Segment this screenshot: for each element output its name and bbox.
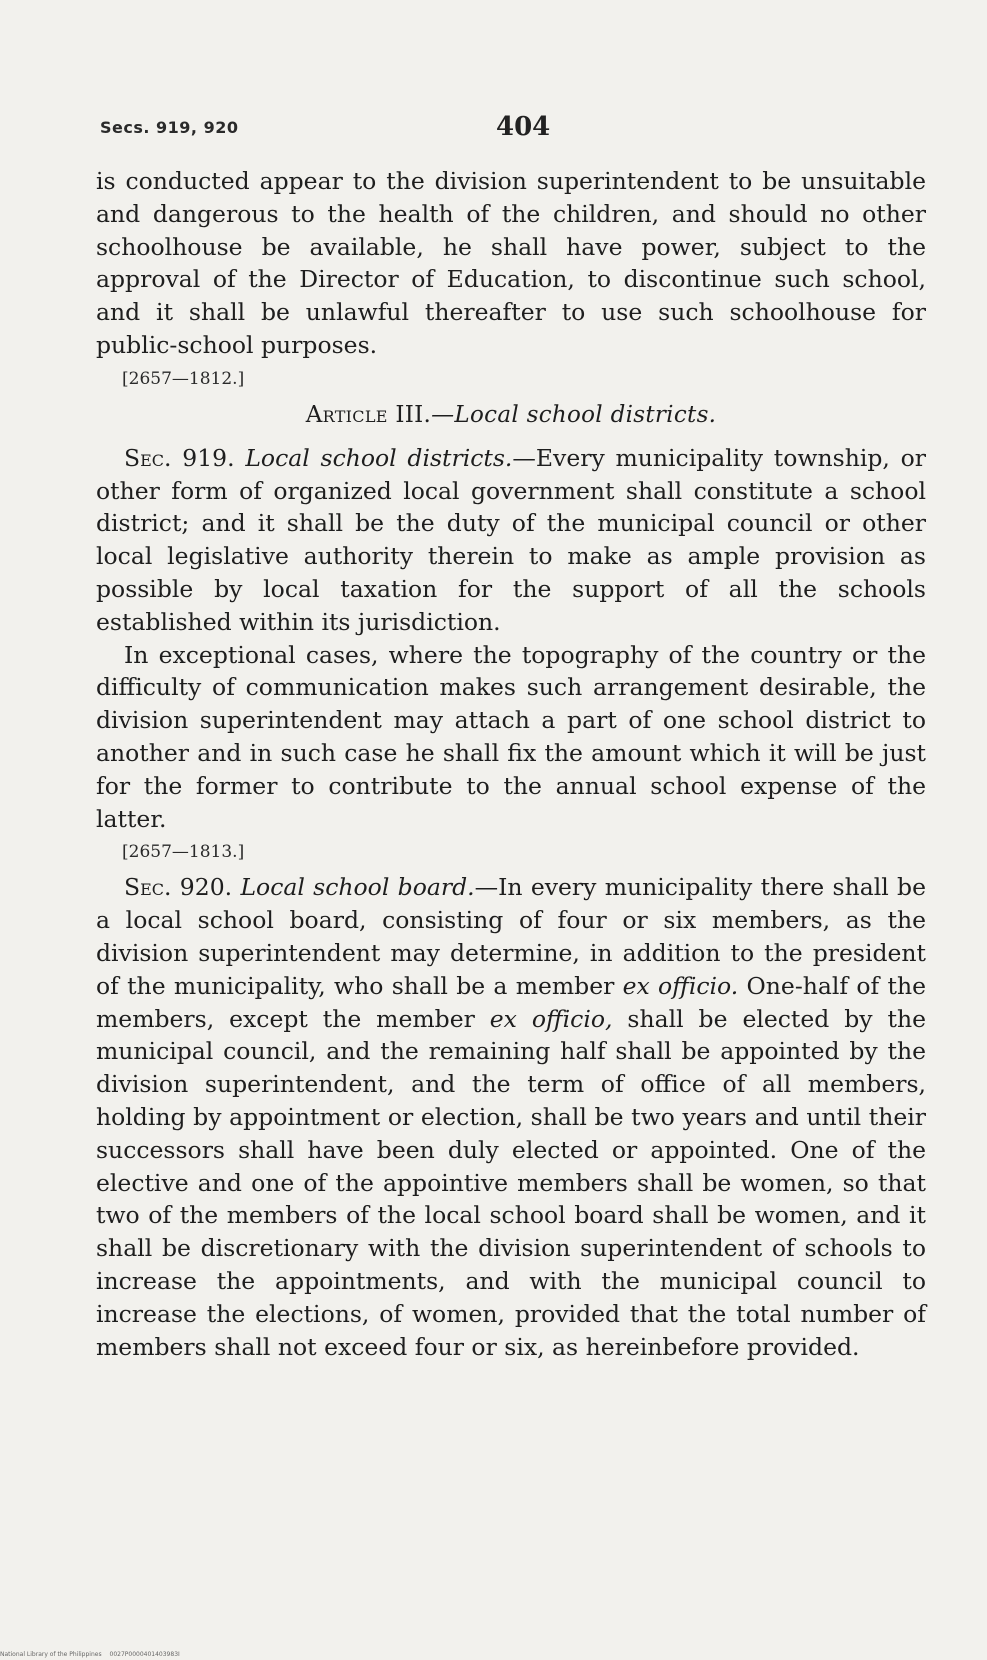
section-920-label: Sec. 920. (124, 873, 233, 902)
article-title: —Local school districts. (431, 401, 717, 428)
page-header (100, 112, 930, 152)
section-920-text-b: One-half of the members, except the member (96, 971, 926, 1033)
citation-reference-1: [2657—1812.] (122, 368, 245, 389)
section-919-label: Sec. 919. (124, 443, 235, 472)
section-919-title: Local school districts. (245, 443, 513, 472)
library-name: National Library of the Philippines (0, 1651, 102, 1658)
section-920-text-a: —In every municipality there shall be a local school board, consisting of four or six members, as the division superintendent may determine, in addition to the president of the municipality, who shall be a member (96, 873, 927, 1000)
ex-officio-term-1: ex officio. (622, 971, 739, 1000)
section-reference: Secs. 919, 920 (100, 118, 239, 137)
continuation-paragraph: is conducted appear to the division superintendent to be unsuitable and dangerous to the health of the children, and should no other schoolhouse be available, he shall have power, subject to the approval of the Director of Education, to discontinue such school, and it shall be unlawful thereafter to use such schoolhouse for public-school purposes. (96, 167, 926, 359)
citation-reference-2: [2657—1813.] (122, 842, 245, 863)
section-919-paragraph-2: In exceptional cases, where the topography of the country or the difficulty of communication makes such arrangement desirable, the division superintendent may attach a part of one school district to another and in such case he shall fix the amount which it will be just for the former to contribute to the annual school expense of the latter. (96, 640, 926, 833)
scan-footer (0, 1651, 186, 1658)
page-number: 404 (496, 112, 551, 142)
section-919-text: —Every municipality township, or other form of organized local government shall constitute a school district; and it shall be the duty of the municipal council or other local legislative authority therein to make as ample provision as possible by local taxation for the support of all the schools established within its jurisdiction. (96, 443, 926, 636)
article-heading (96, 398, 926, 432)
section-919-paragraph (96, 442, 926, 639)
section-920-text-c: shall be elected by the municipal council, and the remaining half shall be appointed by the division superintendent, and the term of office of all members, holding by appointment or election, shall be two years and until their successors shall have been duly elected or appointed. One of the elective and one of the appointive members shall be women, so that two of the members of the local school board shall be women, and it shall be discretionary with the division superintendent of schools to increase the appointments, and with the municipal council to increase the elections, of women, provided that the total number of members shall not exceed four or six, as hereinbefore provided. (96, 1004, 926, 1361)
article-label: Article III. (305, 401, 432, 428)
body-text (96, 165, 926, 1363)
scan-code: 0027P0000401403983I (109, 1651, 180, 1658)
section-920-title: Local school board. (240, 873, 475, 902)
section-920-paragraph (96, 871, 926, 1363)
ex-officio-term-2: ex officio, (489, 1004, 613, 1033)
